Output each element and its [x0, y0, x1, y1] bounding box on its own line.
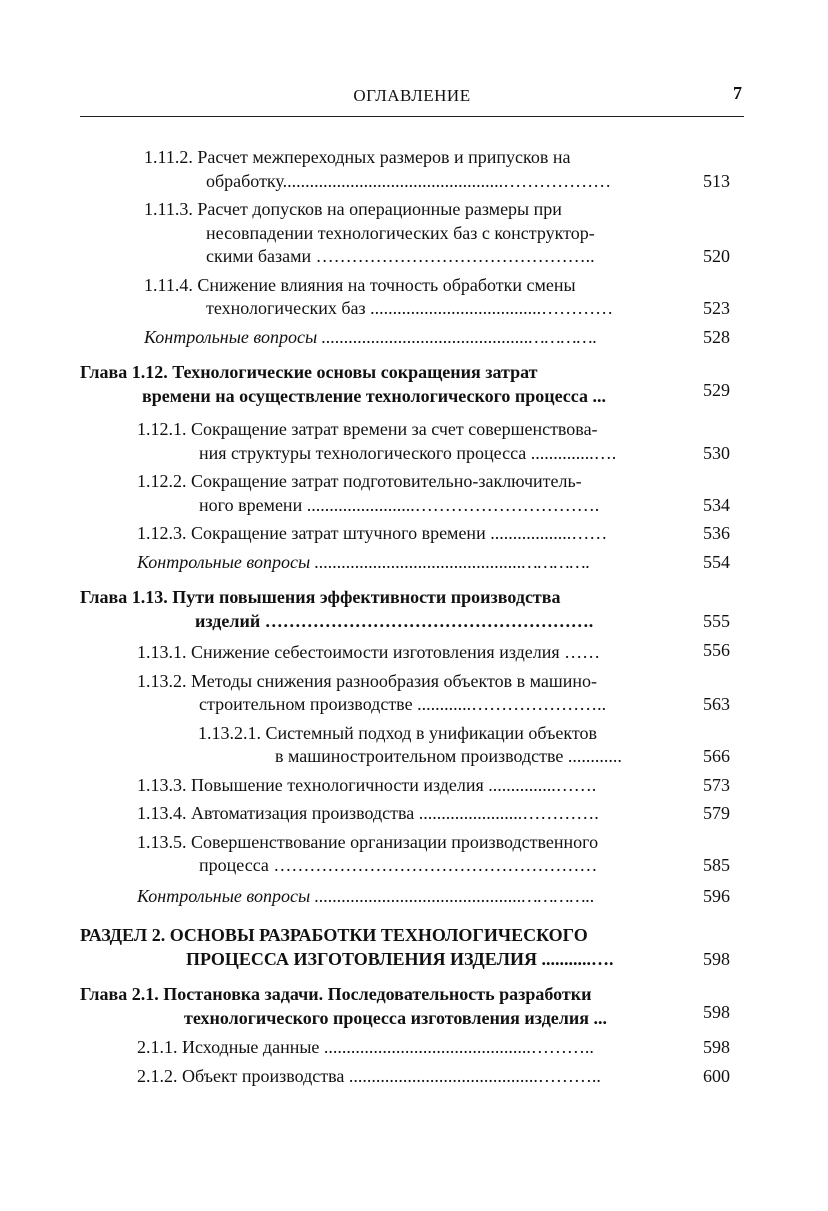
toc-page-number: 573: [703, 774, 730, 795]
toc-page-number: 555: [703, 610, 730, 631]
toc-entry-text: 1.13.1. Снижение себестоимости изготовления изделия ……: [137, 642, 601, 662]
toc-entry-text: 1.11.2. Расчет межпереходных размеров и припусков на: [144, 147, 571, 167]
toc-page-number: 585: [703, 855, 730, 875]
toc-entry-1-12-3[interactable]: [80, 522, 744, 546]
toc-entry-control-questions[interactable]: [80, 326, 744, 350]
toc-page-number: 523: [703, 298, 730, 318]
toc-page-number: 600: [703, 1065, 730, 1086]
toc-page-number: 513: [703, 170, 730, 191]
toc-entry-text: ПРОЦЕССА ИЗГОТОВЛЕНИЯ ИЗДЕЛИЯ ...........….: [186, 948, 614, 969]
toc-entry-text: 1.12.1. Сокращение затрат времени за счет совершенствова-: [137, 419, 598, 439]
toc-entry-1-13-1[interactable]: [80, 641, 744, 665]
toc-page-number: 530: [703, 442, 730, 463]
toc-page-number: 596: [703, 885, 730, 906]
toc-page-number: 534: [703, 494, 730, 515]
toc-entry-1-13-3[interactable]: [80, 774, 744, 798]
toc-entry-text: Контрольные вопросы ..............................................………….: [144, 326, 598, 347]
toc-section-2[interactable]: [80, 924, 744, 971]
toc-page-number: 598: [703, 1001, 730, 1022]
toc-page-number: 598: [703, 948, 730, 969]
toc-entry-1-11-3[interactable]: [80, 198, 744, 269]
toc-entry-1-12-2[interactable]: [80, 470, 744, 517]
toc-entry-1-13-2[interactable]: [80, 670, 744, 717]
toc-entry-text: несовпадении технологических баз с конструктор-: [206, 222, 595, 243]
toc-entry-1-11-2[interactable]: [80, 146, 744, 193]
toc-page-number: 566: [703, 746, 730, 766]
toc-entry-text: 1.12.3. Сокращение затрат штучного времени ..................……: [137, 523, 608, 543]
toc-entry-text: скими базами ………………………………………..: [206, 246, 595, 266]
toc-page-number: 529: [703, 379, 730, 400]
toc-entry-text: 2.1.1. Исходные данные ..............................................………..: [137, 1037, 594, 1057]
toc-page-number: 536: [703, 523, 730, 543]
toc-entry-text: технологического процесса изготовления изделия ...: [184, 1007, 607, 1028]
toc-entry-text: 1.12.2. Сокращение затрат подготовительно-заключитель-: [137, 471, 582, 491]
toc-entry-text: изделий ……………………………………………….: [195, 610, 594, 631]
header-page-number: 7: [733, 83, 742, 103]
toc-page-number: 556: [703, 640, 730, 660]
toc-chapter-1-12[interactable]: [80, 361, 744, 408]
toc-entry-text: 1.13.5. Совершенствование организации производственного: [137, 831, 599, 852]
toc-entry-text: в машиностроительном производстве ............: [275, 746, 622, 766]
toc-entry-text: РАЗДЕЛ 2. ОСНОВЫ РАЗРАБОТКИ ТЕХНОЛОГИЧЕСКОГО: [80, 925, 588, 945]
toc-entry-text: 1.13.2. Методы снижения разнообразия объектов в машино-: [137, 670, 598, 691]
toc-entry-text: 1.13.2.1. Системный подход в унификации объектов: [198, 722, 598, 743]
toc-entry-1-12-1[interactable]: [80, 418, 744, 465]
toc-entry-control-questions[interactable]: [80, 885, 744, 909]
toc-entry-text: обработку.................................................………………: [206, 170, 612, 191]
toc-entry-text: Контрольные вопросы ..............................................…………..: [137, 885, 595, 906]
toc-entry-text: 1.11.3. Расчет допусков на операционные размеры при: [144, 199, 562, 219]
running-header: [80, 78, 744, 117]
toc-page-number: 554: [703, 551, 730, 572]
toc-entry-text: 1.13.3. Повышение технологичности изделия ...............…….: [137, 774, 597, 795]
toc-page-number: 528: [703, 326, 730, 347]
table-of-contents: [80, 146, 744, 1088]
toc-chapter-1-13[interactable]: [80, 586, 744, 633]
toc-entry-1-13-2-1[interactable]: [80, 722, 744, 769]
header-title: ОГЛАВЛЕНИЕ: [353, 86, 471, 105]
toc-entry-text: Контрольные вопросы ..............................................………….: [137, 551, 591, 572]
toc-page-number: 598: [703, 1037, 730, 1057]
toc-page-number: 520: [703, 246, 730, 266]
toc-entry-text: процесса ………………………………………………: [199, 855, 598, 875]
toc-entry-2-1-1[interactable]: [80, 1036, 744, 1060]
toc-chapter-2-1[interactable]: [80, 983, 744, 1030]
toc-entry-text: 2.1.2. Объект производства ..........................................………..: [137, 1065, 601, 1086]
toc-entry-text: ного времени ........................………………………….: [199, 494, 600, 515]
toc-entry-text: 1.11.4. Снижение влияния на точность обработки смены: [144, 274, 576, 295]
toc-entry-text: ния структуры технологического процесса ..............….: [199, 442, 617, 463]
toc-entry-text: Глава 1.12. Технологические основы сокращения затрат: [80, 362, 538, 382]
toc-entry-control-questions[interactable]: [80, 551, 744, 575]
toc-entry-1-13-5[interactable]: [80, 831, 744, 878]
toc-entry-1-11-4[interactable]: [80, 274, 744, 321]
toc-entry-text: Глава 2.1. Постановка задачи. Последовательность разработки: [80, 984, 592, 1004]
toc-entry-text: Глава 1.13. Пути повышения эффективности производства: [80, 587, 561, 607]
toc-page-number: 563: [703, 694, 730, 714]
toc-page-number: 579: [703, 803, 730, 823]
toc-entry-text: времени на осуществление технологического процесса ...: [142, 385, 606, 406]
toc-entry-1-13-4[interactable]: [80, 802, 744, 826]
toc-entry-text: технологических баз ......................................…………: [206, 298, 614, 318]
toc-entry-2-1-2[interactable]: [80, 1065, 744, 1089]
toc-entry-text: строительном производстве ............…………………..: [199, 694, 607, 714]
toc-entry-text: 1.13.4. Автоматизация производства .......................………….: [137, 803, 599, 823]
